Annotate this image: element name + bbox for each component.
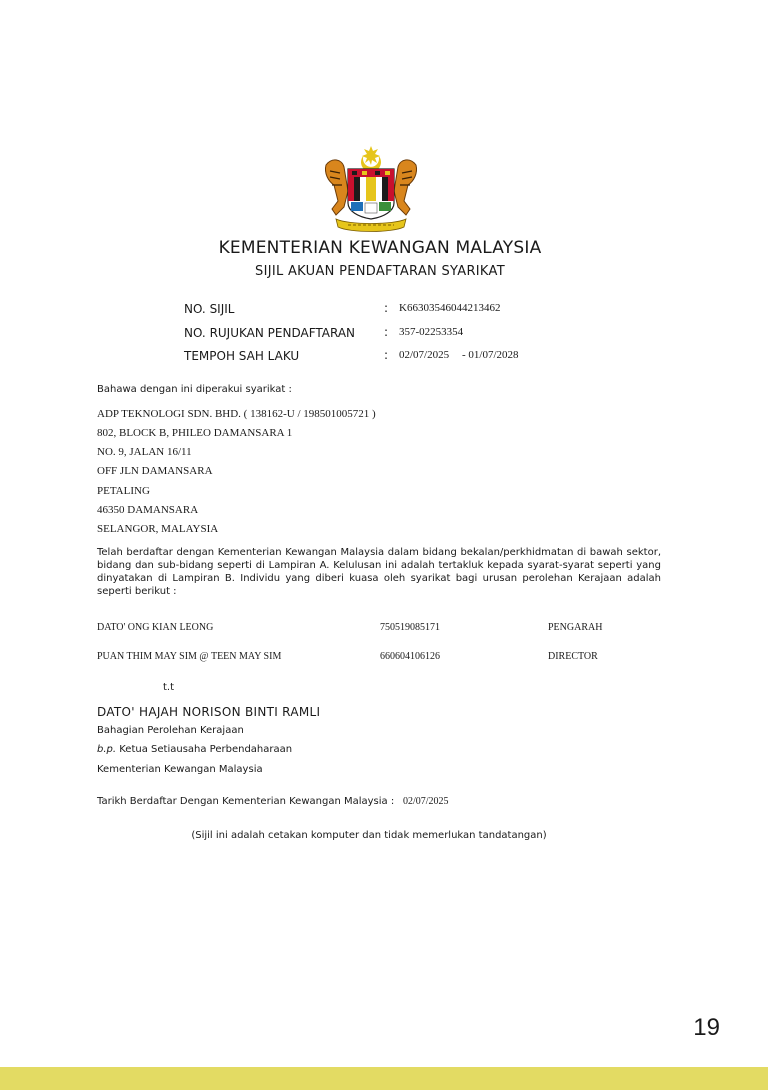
rujukan-value: 357-02253354 — [399, 326, 464, 338]
signature-tt: t.t — [163, 682, 175, 693]
page-number: 19 — [693, 1014, 720, 1041]
sijil-label: NO. SIJIL — [184, 302, 235, 316]
rujukan-label: NO. RUJUKAN PENDAFTARAN — [184, 326, 356, 340]
footer-bar — [0, 1067, 768, 1090]
person-id: 660604106126 — [380, 651, 440, 662]
person-role: PENGARAH — [548, 622, 603, 633]
signatory-title-text: Ketua Setiausaha Perbendaharaan — [119, 744, 293, 755]
person-name: DATO' ONG KIAN LEONG — [97, 622, 214, 633]
intro-text: Bahawa dengan ini diperakui syarikat : — [97, 384, 292, 395]
registration-statement: Telah berdaftar dengan Kementerian Kewangan Malaysia dalam bidang bekalan/perkhidmatan di bawah sektor, bidang dan sub-bidang seperti di Lampiran A. Kelulusan ini adalah tertakluk kepada syarat-syarat seperti yang dinyatakan di Lampiran B. Individu yang diberi kuasa oleh syarikat bagi urusan perolehan Kerajaan adalah seperti berikut : — [97, 547, 661, 597]
signatory-name: DATO' HAJAH NORISON BINTI RAMLI — [97, 705, 321, 719]
ministry-title: KEMENTERIAN KEWANGAN MALAYSIA — [218, 238, 542, 258]
address-line: SELANGOR, MALAYSIA — [97, 523, 219, 535]
address-line: 802, BLOCK B, PHILEO DAMANSARA 1 — [97, 427, 293, 439]
tempoh-to: - 01/07/2028 — [462, 349, 519, 361]
address-line: NO. 9, JALAN 16/11 — [97, 446, 192, 458]
company-name: ADP TEKNOLOGI SDN. BHD. ( 138162-U / 198501005721 ) — [97, 408, 376, 420]
coat-of-arms-emblem — [318, 145, 424, 233]
tempoh-colon: : — [384, 348, 389, 362]
certificate-title: SIJIL AKUAN PENDAFTARAN SYARIKAT — [255, 264, 505, 279]
signatory-division: Bahagian Perolehan Kerajaan — [97, 725, 244, 736]
bp-abbrev: b.p. — [97, 744, 117, 755]
sijil-value: K66303546044213462 — [399, 302, 501, 314]
computer-print-note: (Sijil ini adalah cetakan komputer dan tidak memerlukan tandatangan) — [191, 830, 547, 841]
person-role: DIRECTOR — [548, 651, 598, 662]
person-id: 750519085171 — [380, 622, 440, 633]
registered-date: 02/07/2025 — [403, 796, 449, 807]
address-line: 46350 DAMANSARA — [97, 504, 199, 516]
sijil-colon: : — [384, 301, 389, 315]
signatory-title — [97, 744, 292, 755]
address-line: PETALING — [97, 485, 150, 497]
person-name: PUAN THIM MAY SIM @ TEEN MAY SIM — [97, 651, 282, 662]
registered-label: Tarikh Berdaftar Dengan Kementerian Kewangan Malaysia : — [97, 796, 395, 807]
tempoh-label: TEMPOH SAH LAKU — [184, 349, 300, 363]
signatory-ministry: Kementerian Kewangan Malaysia — [97, 764, 263, 775]
tempoh-from: 02/07/2025 — [399, 349, 450, 361]
address-line: OFF JLN DAMANSARA — [97, 465, 213, 477]
rujukan-colon: : — [384, 325, 389, 339]
